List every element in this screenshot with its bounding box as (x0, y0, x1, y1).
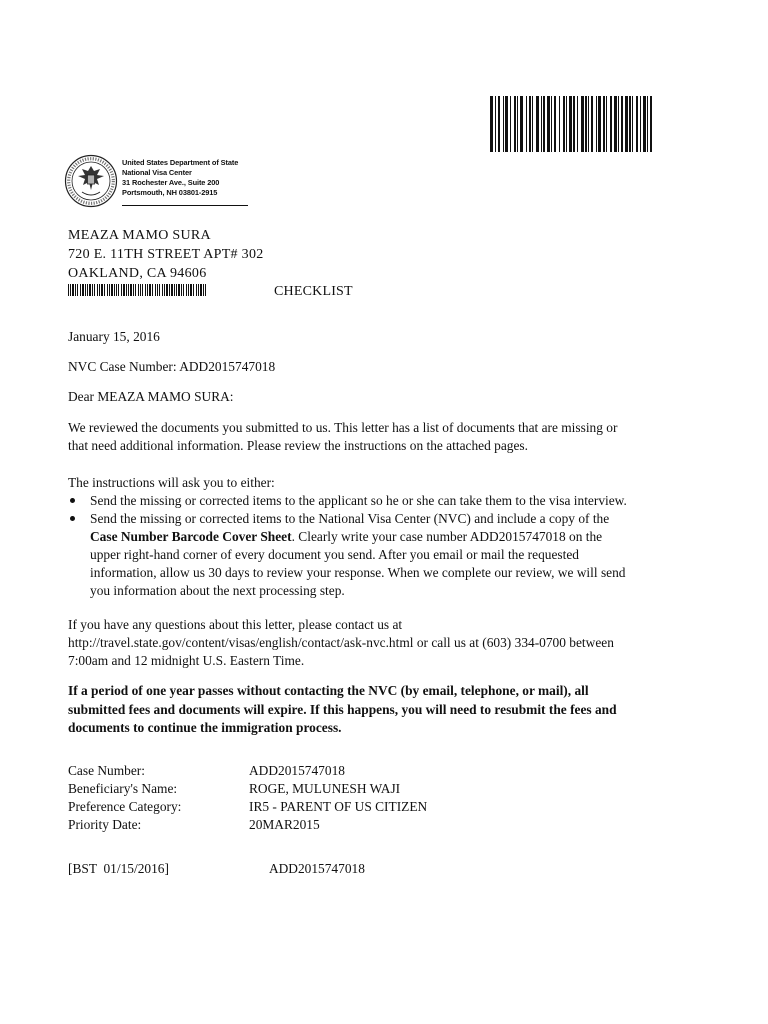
detail-label: Preference Category: (68, 799, 182, 814)
case-number-line: NVC Case Number: ADD2015747018 (68, 359, 276, 374)
warning-line: If a period of one year passes without contacting the NVC (by email, telephone, or mail), all (68, 683, 589, 698)
case-details (68, 762, 427, 834)
contact-paragraph (68, 616, 708, 670)
instruction-list (68, 492, 718, 600)
recipient-street: 720 E. 11TH STREET APT# 302 (68, 247, 264, 262)
detail-label: Priority Date: (68, 817, 142, 832)
instruction-item (68, 510, 718, 600)
footer-code-line (68, 860, 365, 878)
instruction-item (68, 492, 718, 510)
bullet-icon (70, 498, 75, 503)
detail-label: Beneficiary's Name: (68, 781, 178, 796)
intro-line: that need additional information. Please review the instructions on the attached pages. (68, 438, 528, 453)
contact-line: If you have any questions about this letter, please contact us at (68, 617, 403, 632)
contact-line: http://travel.state.gov/content/visas/english/contact/ask-nvc.html or call us at (603) 334-0700 between (68, 635, 614, 650)
case-barcode (490, 96, 666, 152)
cover-sheet-name: Case Number Barcode Cover Sheet (90, 529, 292, 544)
checklist-label: CHECKLIST (274, 284, 353, 299)
footer-case-number: ADD2015747018 (268, 861, 365, 876)
instruction-text: Send the missing or corrected items to the National Visa Center (NVC) and include a copy of the (90, 511, 610, 526)
detail-value: IR5 - PARENT OF US CITIZEN (249, 799, 428, 814)
salutation: Dear MEAZA MAMO SURA: (68, 389, 234, 404)
header-divider (122, 205, 248, 206)
recipient-name: MEAZA MAMO SURA (68, 228, 211, 243)
recipient-city: OAKLAND, CA 94606 (68, 266, 207, 281)
expiration-warning (68, 682, 617, 738)
great-seal-icon (64, 154, 118, 208)
instruction-text: information, allow us 30 days to review your response. When we complete our review, we will send (90, 565, 626, 580)
detail-row (68, 798, 427, 816)
detail-value: 20MAR2015 (249, 817, 320, 832)
postal-barcode (68, 284, 242, 296)
instruction-text: upper right-hand corner of every document you send. After you email or mail the requested (90, 547, 579, 562)
sender-line: Portsmouth, NH 03801-2915 (122, 188, 218, 197)
contact-line: 7:00am and 12 midnight U.S. Eastern Time. (68, 653, 305, 668)
sender-address (122, 158, 238, 198)
warning-line: documents to continue the immigration process. (68, 720, 342, 735)
intro-line: We reviewed the documents you submitted to us. This letter has a list of documents that are missing or (68, 420, 618, 435)
detail-row (68, 780, 427, 798)
instruction-text-rest: . Clearly write your case number ADD2015747018 on the (291, 529, 603, 544)
instructions-lead: The instructions will ask you to either: (68, 475, 275, 490)
instruction-text: you information about the next processing step. (90, 583, 345, 598)
warning-line: submitted fees and documents will expire. If this happens, you will need to resubmit the fees and (68, 701, 617, 717)
sender-line: United States Department of State (122, 158, 239, 167)
sender-line: 31 Rochester Ave., Suite 200 (122, 178, 220, 187)
detail-value: ROGE, MULUNESH WAJI (249, 781, 401, 796)
sender-line: National Visa Center (122, 168, 192, 177)
bullet-icon (70, 516, 75, 521)
recipient-address (68, 226, 264, 283)
detail-row (68, 816, 427, 834)
footer-code: [BST 01/15/2016] (68, 861, 169, 876)
intro-paragraph (68, 419, 708, 455)
detail-row (68, 762, 427, 780)
instruction-text (90, 528, 718, 546)
detail-value: ADD2015747018 (249, 763, 345, 778)
instruction-text: Send the missing or corrected items to the applicant so he or she can take them to the visa interview. (90, 493, 627, 508)
letter-date: January 15, 2016 (68, 329, 160, 344)
detail-label: Case Number: (68, 763, 145, 778)
